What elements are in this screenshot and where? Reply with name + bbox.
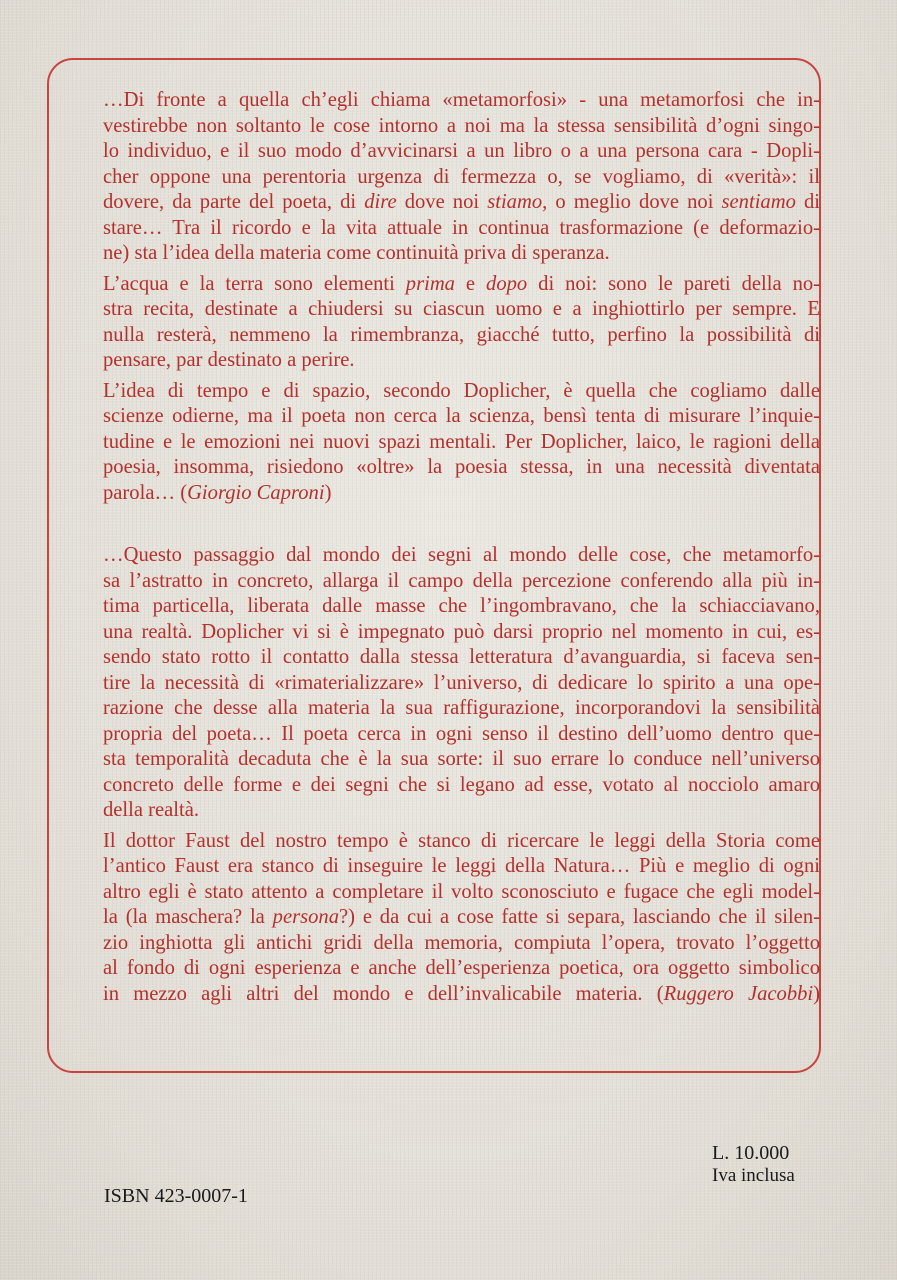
text-segment: parola… ( — [103, 481, 188, 504]
text-line: propria del poeta… Il poeta cerca in ogni senso il destino dell’uomo dentro que- — [103, 722, 820, 745]
text-line: cher oppone una perentoria urgenza di fermezza o, se vogliamo, di «verità»: il — [103, 165, 820, 188]
author-credit-jacobbi: Ruggero Jacobbi — [663, 982, 814, 1005]
text-segment: in mezzo agli altri del mondo e dell’invalicabile materia. ( — [103, 982, 664, 1005]
text-segment: L’acqua e la terra sono elementi — [103, 272, 406, 295]
text-line — [103, 905, 820, 931]
text-segment: di — [795, 191, 821, 213]
text-line: tima particella, liberata dalle masse che l’ingombravano, che la schiacciavano, — [103, 595, 820, 617]
text-line — [103, 481, 820, 507]
text-segment: dove noi — [396, 191, 488, 213]
text-line: vestirebbe non soltanto le cose intorno a noi ma la stessa sensibilità d’ogni singo- — [103, 114, 820, 137]
text-segment: e — [454, 272, 487, 295]
text-line: Il dottor Faust del nostro tempo è stanco di ricercare le leggi della Storia come — [103, 829, 820, 852]
author-credit-caproni: Giorgio Caproni — [187, 481, 325, 504]
text-line: tudine e le emozioni nei nuovi spazi mentali. Per Doplicher, laico, le ragioni della — [103, 430, 820, 453]
isbn-code: ISBN 423-0007-1 — [104, 1185, 248, 1207]
text-line — [103, 272, 820, 298]
text-segment: , o meglio dove noi — [542, 191, 722, 213]
text-line: stra recita, destinate a chiudersi su ciascun uomo e a inghiottirlo per sempre. E — [103, 298, 820, 320]
text-line: stare… Tra il ricordo e la vita attuale in continua trasformazione (e deformazio- — [103, 216, 820, 239]
text-segment: dovere, da parte del poeta, di — [103, 191, 365, 213]
text-line: razione che desse alla materia la sua raffigurazione, incorporandovi la sensibilità — [103, 697, 820, 719]
text-line: poesia, insomma, risiedono «oltre» la poesia stessa, in una necessità diventata — [103, 456, 820, 478]
text-line: concreto delle forme e dei segni che si legano ad esse, votato al nocciolo amaro — [103, 773, 820, 796]
text-line: lo individuo, e il suo modo d’avvicinarsi a un libro o a una persona cara - Dopli- — [103, 140, 820, 162]
italic-word-dopo: dopo — [486, 272, 528, 295]
italic-word-dire: dire — [364, 191, 397, 213]
vat-note: Iva inclusa — [712, 1165, 795, 1186]
text-line: altro egli è stato attento a completare il volto sconosciuto e fugace che egli model- — [103, 880, 820, 903]
text-line: una realtà. Doplicher vi si è impegnato può darsi proprio nel momento in cui, es- — [103, 620, 820, 643]
italic-word-sentiamo: sentiamo — [721, 191, 796, 213]
text-segment: di noi: sono le pareti della no- — [527, 272, 821, 295]
text-line: zio inghiotta gli antichi gridi della memoria, compiuta l’opera, trovato l’oggetto — [103, 931, 820, 954]
text-line: al fondo di ogni esperienza e anche dell’esperienza poetica, ora oggetto simbolico — [103, 957, 820, 979]
text-line: tire la necessità di «rimaterializzare» l’universo, di dedicare lo spirito a una ope- — [103, 671, 820, 694]
text-line: …Questo passaggio dal mondo dei segni al mondo delle cose, che metamorfo- — [103, 544, 820, 566]
text-segment: ?) e da cui a cose fatte si separa, lasciando che il silen- — [339, 906, 820, 928]
text-line: l’antico Faust era stanco di inseguire le leggi della Natura… Più e meglio di ogni — [103, 855, 820, 877]
text-line: sta temporalità decaduta che è la sua sorte: il suo errare lo conduce nell’universo — [103, 748, 820, 770]
text-segment: la (la maschera? la — [103, 906, 273, 928]
text-line: nulla resterà, nemmeno la rimembranza, giacché tutto, perfino la possibilità di — [103, 323, 820, 346]
text-segment: ) — [324, 481, 332, 504]
italic-word-prima: prima — [405, 272, 455, 295]
text-line: ne) sta l’idea della materia come continuità priva di speranza. — [103, 242, 610, 264]
text-line: …Di fronte a quella ch’egli chiama «metamorfosi» - una metamorfosi che in- — [103, 89, 820, 111]
italic-word-persona: persona — [272, 906, 339, 928]
italic-word-stiamo: stiamo — [487, 191, 543, 213]
text-segment: ) — [813, 982, 821, 1005]
text-line: L’idea di tempo e di spazio, secondo Doplicher, è quella che cogliamo dalle — [103, 379, 820, 402]
critique-block-2 — [103, 543, 820, 1007]
critique-block-1 — [103, 88, 820, 506]
text-line: sendo stato rotto il contatto dalla stessa letteratura d’avanguardia, si faceva sen- — [103, 646, 820, 668]
text-line: scienze odierne, ma il poeta non cerca la scienza, bensì tenta di misurare l’inquie- — [103, 405, 820, 427]
text-line: della realtà. — [103, 799, 200, 821]
text-line — [103, 190, 820, 216]
text-line: sa l’astratto in concreto, allarga il campo della percezione conferendo alla più in- — [103, 569, 820, 592]
text-line: pensare, par destinato a perire. — [103, 349, 355, 371]
text-line — [103, 982, 820, 1008]
price-label: L. 10.000 — [712, 1142, 790, 1164]
